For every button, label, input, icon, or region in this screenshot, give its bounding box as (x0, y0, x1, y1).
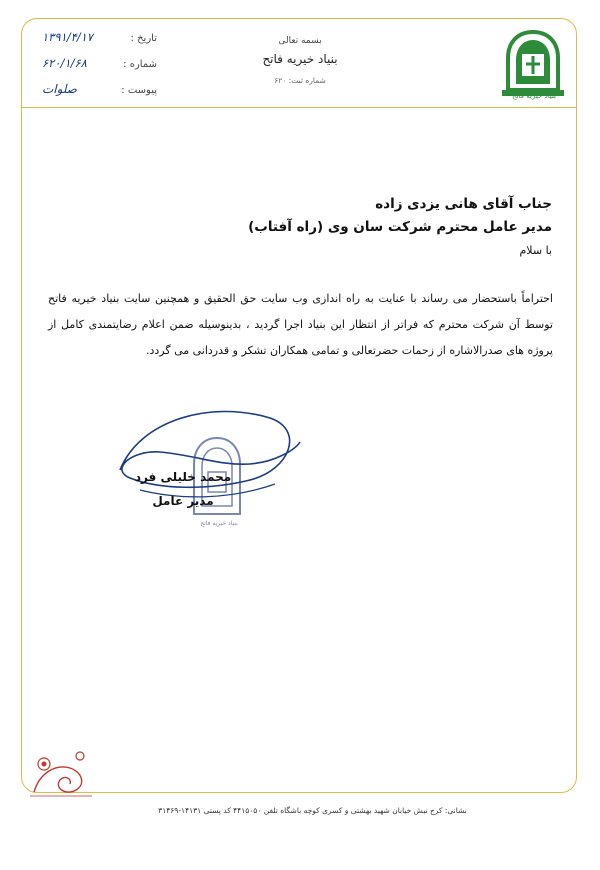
footer-address: نشانی: کرج نبش خیابان شهید بهشتی و کسری کوچه باشگاه تلفن ۴۴۱۵۰۵۰ کد پستی ۱۴۱۳۱-۳۱۴۶۹ (158, 806, 467, 815)
letter-body: احتراماً باستحضار می رساند با عنایت به راه اندازی وب سایت حق الحقیق و همچنین سایت بنیاد خیریه فاتح توسط آن شرکت محترم که فراتر از انتظار این بنیاد اجرا گردید ، بدینوسیله ضمن اعلام رضایتمندی کامل از پروژه های صدرالاشاره از زحمات حضرتعالی و تمامی همکاران تشکر و قدردانی می گردد. (48, 292, 553, 357)
signer-block (118, 470, 248, 508)
date-label: تاریخ : (130, 33, 157, 44)
signer-position: مدیر عامل (152, 494, 214, 508)
attachment-row (42, 82, 157, 108)
organization-logo-icon (498, 28, 568, 100)
attachment-value: صلوات (42, 82, 77, 96)
bismillah-text: بسمه تعالی (278, 36, 322, 46)
registration-number: شماره ثبت: ۶۲۰ (274, 76, 326, 85)
recipient-name: جناب آقای هانی یزدی زاده (375, 196, 552, 212)
organization-name: بنیاد خیریه فاتح (262, 52, 338, 66)
date-row (42, 30, 157, 56)
recipient-block (248, 196, 552, 235)
signer-name: محمد خلیلی فرد (134, 470, 232, 484)
number-label: شماره : (123, 59, 157, 70)
letterhead-center (220, 36, 380, 85)
floral-ornament-icon (26, 742, 96, 800)
recipient-title: مدیر عامل محترم شرکت سان وی (راه آفتاب) (248, 219, 552, 235)
greeting: با سلام (519, 244, 552, 257)
letter-meta (42, 30, 157, 108)
seal-caption: بنیاد خیریه فاتح (200, 520, 238, 527)
number-row (42, 56, 157, 82)
number-value: ۶۲۰/۱/۶۸ (42, 56, 87, 70)
date-value: ۱۳۹۱/۴/۱۷ (42, 30, 93, 44)
attachment-label: پیوست : (121, 85, 157, 96)
logo-caption: بنیاد خیریه فاتح (512, 92, 556, 100)
